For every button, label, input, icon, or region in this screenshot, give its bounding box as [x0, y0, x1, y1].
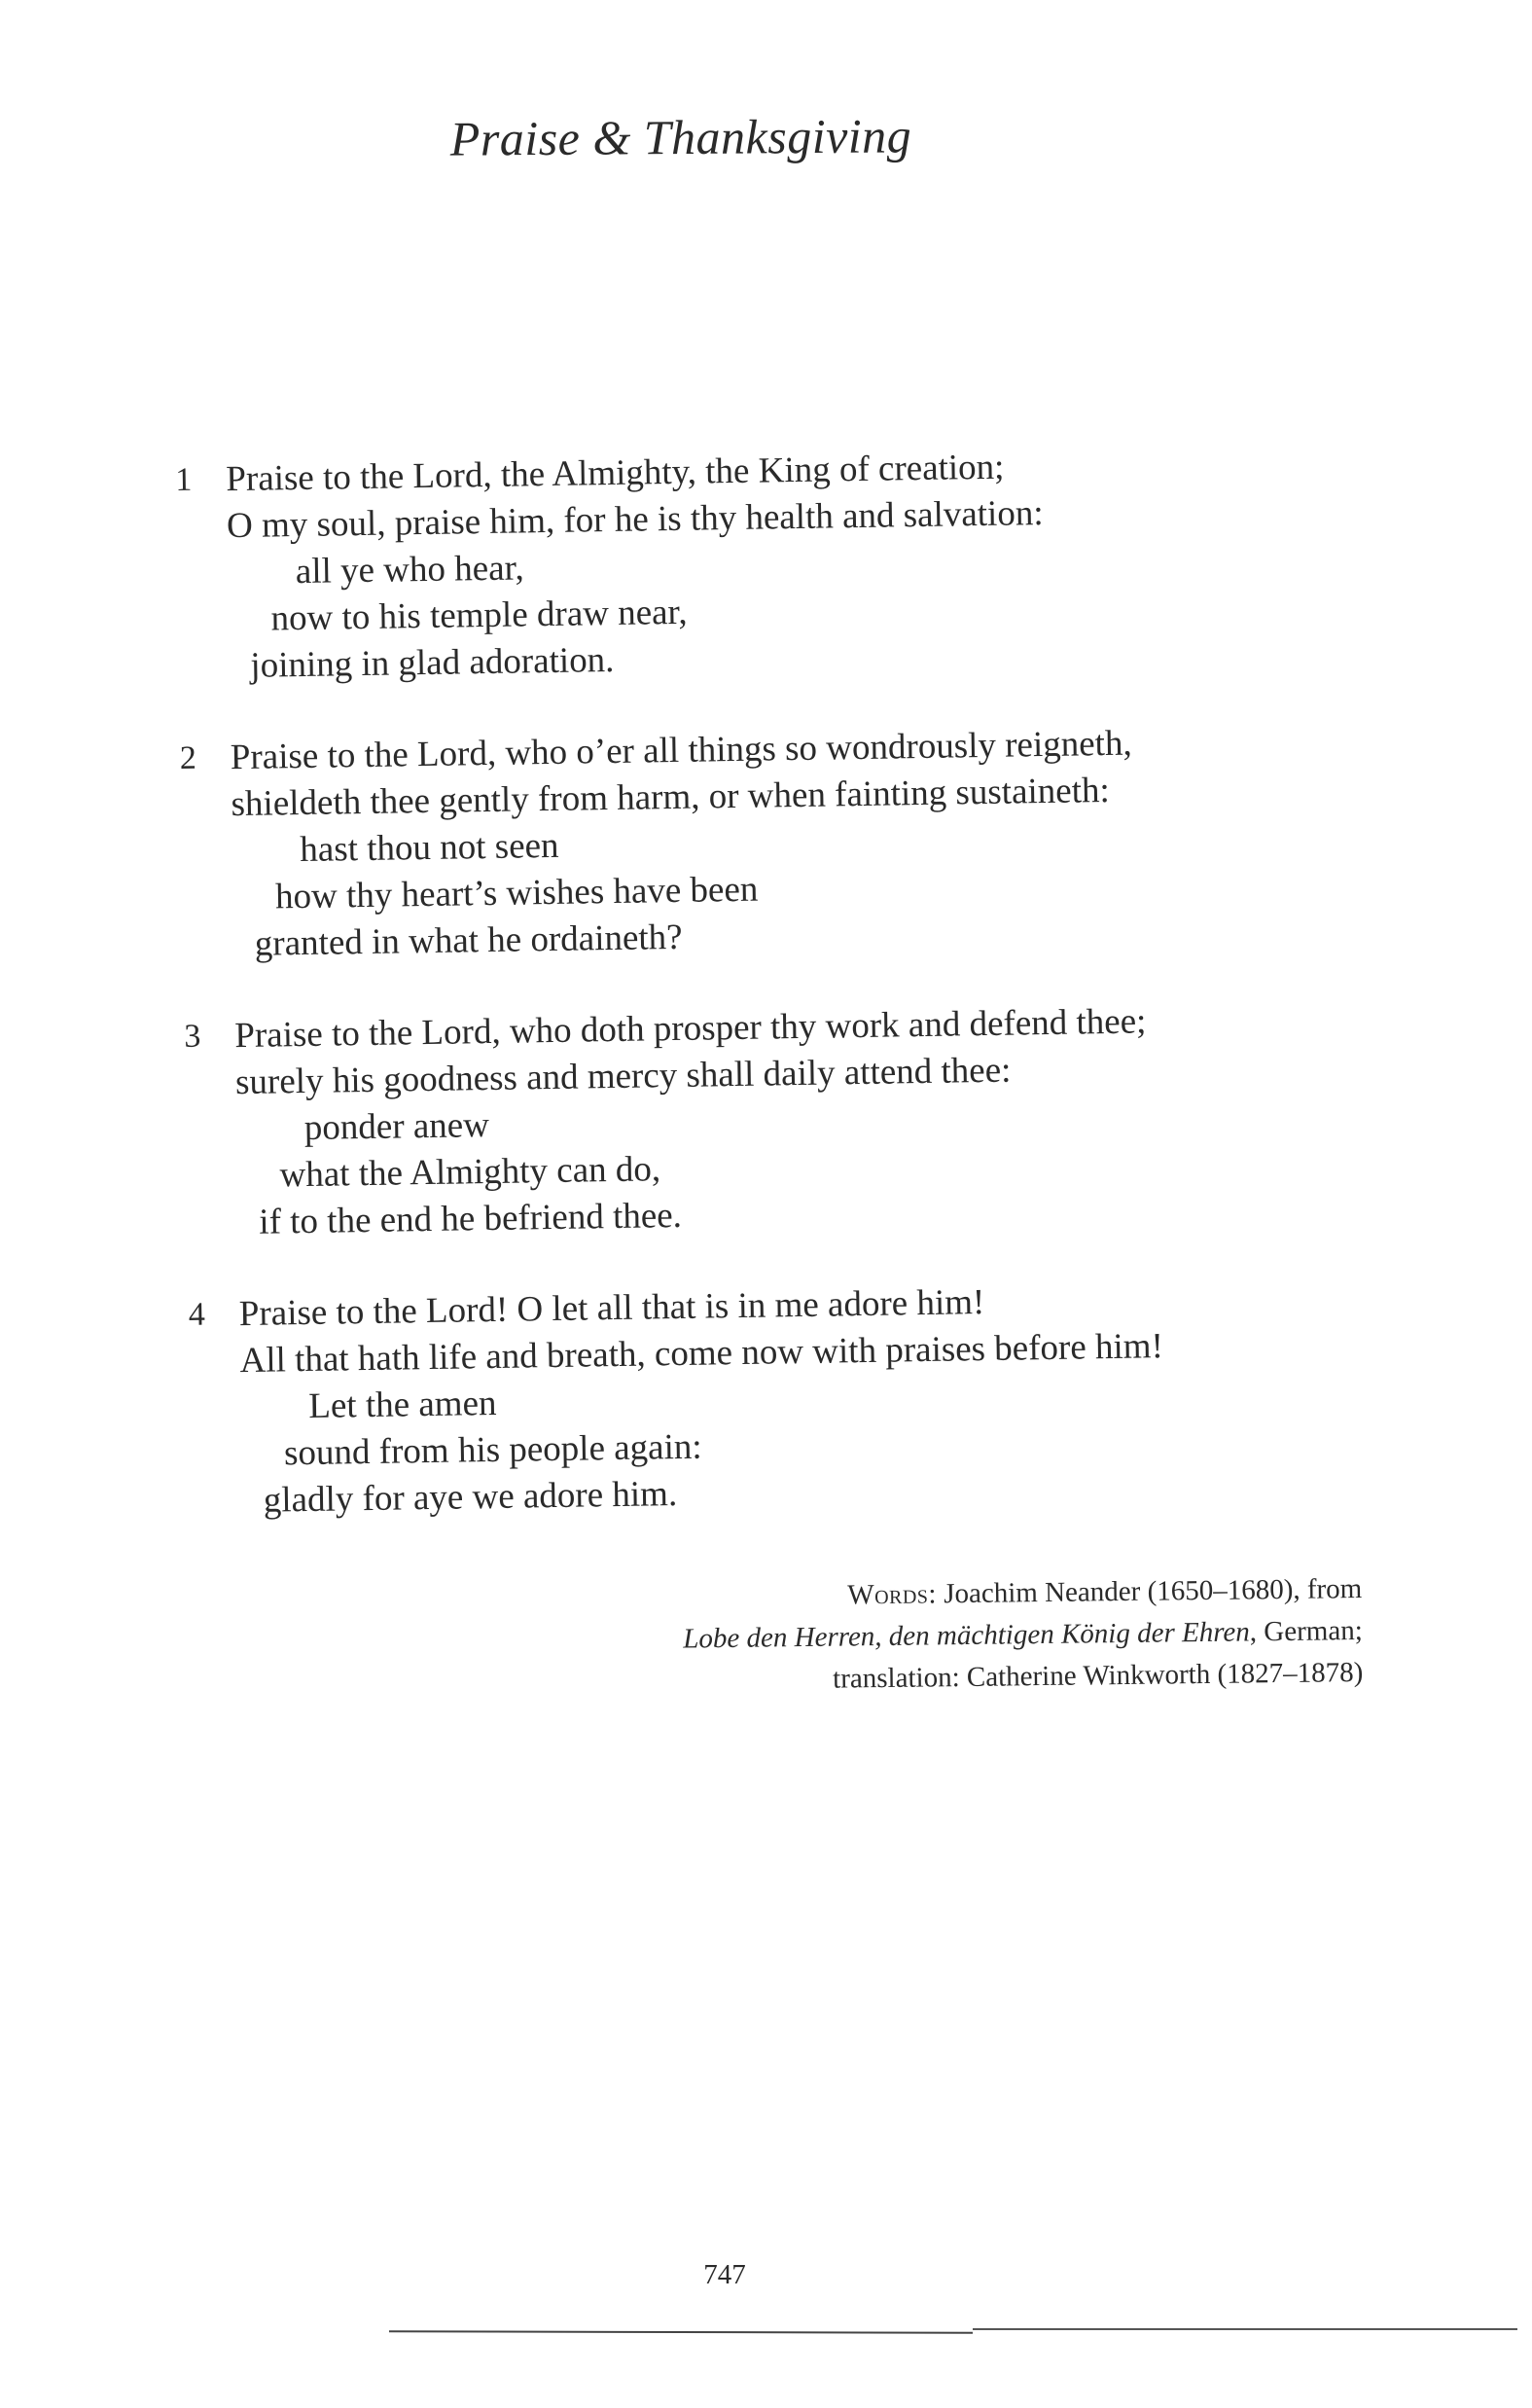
verse-line: surely his goodness and mercy shall daily attend thee:	[234, 1050, 1012, 1103]
verse-4	[188, 1275, 1310, 1526]
verse-line: Praise to the Lord, the Almighty, the King of creation;	[226, 447, 1005, 500]
original-language: , German;	[1249, 1614, 1363, 1648]
verse-line: Praise to the Lord, who doth prosper thy work and defend thee;	[234, 1001, 1147, 1057]
verse-number: 4	[188, 1296, 206, 1333]
verse-line: Praise to the Lord! O let all that is in me adore him!	[238, 1282, 985, 1335]
verse-line: granted in what he ordaineth?	[254, 916, 683, 964]
scan-edge-line	[973, 2328, 1517, 2330]
verse-number: 1	[175, 461, 193, 498]
words-label: Words:	[847, 1578, 938, 1611]
page-number: 747	[703, 2259, 746, 2290]
scan-edge-line	[389, 2330, 973, 2334]
verse-line: now to his temple draw near,	[270, 592, 688, 639]
verse-line: Let the amen	[308, 1383, 497, 1426]
verse-2	[179, 718, 1301, 969]
verse-line: sound from his people again:	[283, 1426, 702, 1474]
words-author: Joachim Neander (1650–1680), from	[936, 1572, 1363, 1610]
verse-line: all ye who hear,	[295, 548, 524, 593]
verse-line: O my soul, praise him, for he is thy health and salvation:	[226, 492, 1044, 547]
verse-number: 2	[179, 739, 197, 776]
original-title: Lobe den Herren, den mächtigen König der Ehren	[683, 1616, 1251, 1655]
verse-line: All that hath life and breath, come now with praises before him!	[239, 1326, 1164, 1382]
running-head: Praise & Thanksgiving	[449, 108, 912, 166]
verse-line: ponder anew	[303, 1105, 490, 1148]
verse-line: gladly for aye we adore him.	[263, 1474, 678, 1521]
verse-line: hast thou not seen	[300, 825, 559, 871]
hymn-verses	[175, 440, 1311, 1570]
verse-3	[184, 996, 1306, 1247]
verse-line: how thy heart’s wishes have been	[274, 869, 759, 917]
verse-line: joining in glad adoration.	[250, 639, 615, 686]
verse-number: 3	[184, 1018, 201, 1055]
verse-line: if to the end he befriend thee.	[259, 1195, 683, 1242]
verse-1	[175, 440, 1298, 691]
verse-line: what the Almighty can do,	[279, 1149, 661, 1196]
hymn-credits	[486, 1568, 1364, 1705]
verse-line: shieldeth thee gently from harm, or when fainting sustaineth:	[231, 770, 1111, 825]
credits-translation-line: translation: Catherine Winkworth (1827–1878)	[832, 1656, 1364, 1695]
verse-line: Praise to the Lord, who o’er all things so wondrously reigneth,	[230, 723, 1132, 778]
